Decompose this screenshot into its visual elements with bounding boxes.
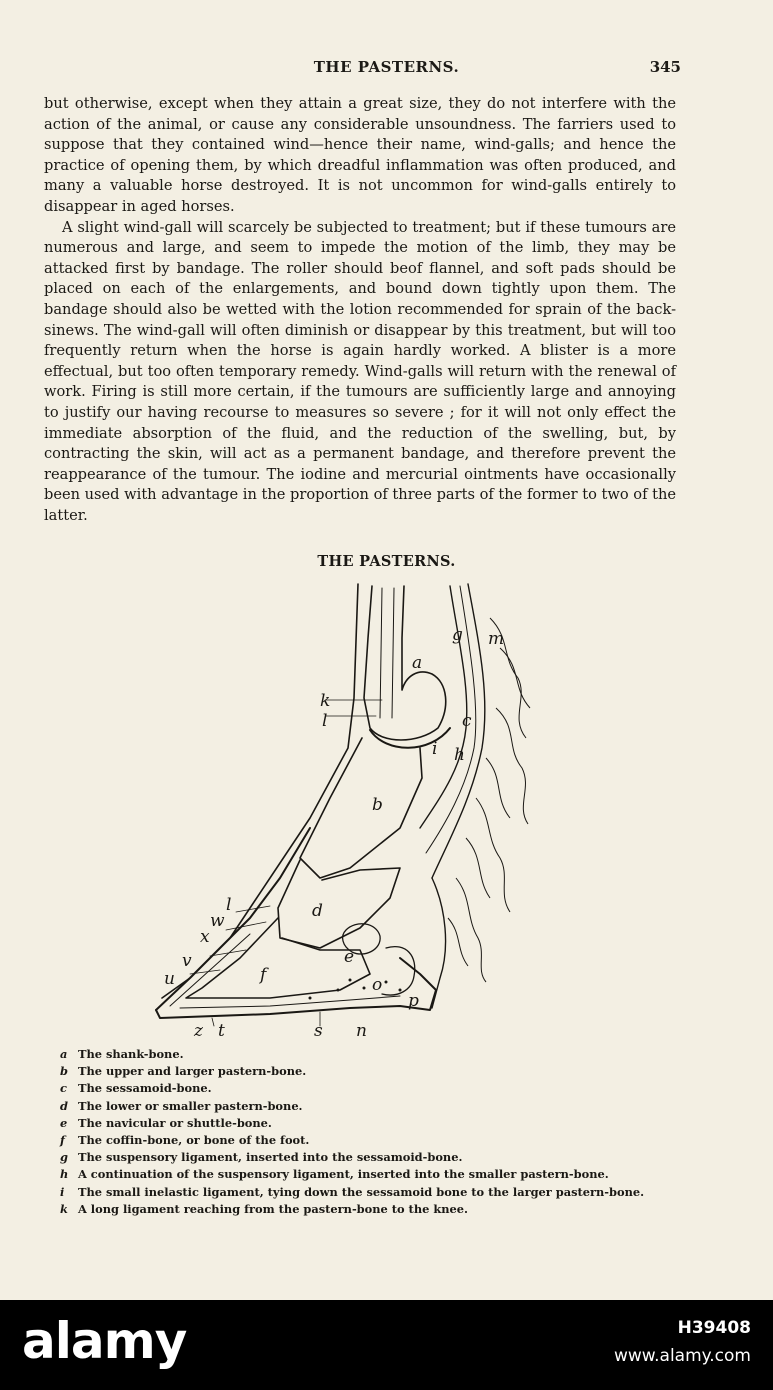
legend-item-a [60,1046,710,1063]
hair-strand [466,838,490,898]
larger-pastern-bone [300,738,422,878]
label-z: z [194,1021,203,1040]
legend-letter: b [60,1064,68,1079]
legend-letter: g [60,1150,68,1165]
legend-text: A long ligament reaching from the pastern-bone to the knee. [78,1201,468,1216]
legend-item-e [60,1115,710,1132]
texture-dot [309,997,312,1000]
texture-dot [349,979,352,982]
brand-logo: alamy [22,1312,187,1370]
paragraph-1: but otherwise, except when they attain a great size, they do not interfere with the action of the animal, or cause any considerable unsoundness. The farriers used to suppose that they contained wind—hence their name, wind-galls; and hence the practice of opening them, by which dreadful inflammation was often produced, and many a valuable horse destroyed. It is not uncommon for wind-galls entirely to disappear in aged horses. [44,95,676,215]
label-t: t [218,1021,225,1040]
label-s: s [314,1021,323,1040]
label-c: c [462,711,472,731]
hair-feathering-group [448,618,530,982]
shank-inner-line [380,588,382,718]
legend-text: The shank-bone. [78,1047,184,1061]
label-f: f [260,965,267,985]
label-x: x [200,927,210,947]
label-h: h [454,745,465,765]
hair-strand [496,708,528,824]
smaller-pastern-bone [278,860,400,948]
paragraph-2: A slight wind-gall will scarcely be subjected to treatment; but if these tumours are numerous and large, and seem to impede the motion of the limb, they may be attacked first by bandage. The roller should beof flannel, and soft pads should be placed on each of the enlargements, and bound down tightly upon them. The bandage should also be wetted with the lotion recommended for sprain of the back-sinews. The wind-gall will often diminish or disappear by this treatment, but will too frequently return when the horse is again hardly worked. A blister is a more effectual, but too often temporary remedy. Wind-galls will return with the renewal of work. Firing is still more certain, if the tumours are sufficiently large and annoying to justify our having recourse to measures so severe ; for it will not only effect the immediate absorption of the fluid, and the reduction of the swelling, but, by contracting the skin, will act as a permanent bandage, and therefore prevent the reappearance of the tumour. The iodine and mercurial ointments have occasionally been used with advantage in the proportion of three parts of the former to two of the latter. [44,218,677,524]
legend-item-b [60,1063,710,1080]
legend-text: The coffin-bone, or bone of the foot. [78,1133,310,1148]
label-g: g [452,625,463,645]
legend-letter: a [60,1047,68,1061]
frog-heel [382,947,415,995]
legend-letter: k [60,1201,68,1216]
label-d: d [312,901,323,921]
page-number: 345 [649,58,681,76]
legend-letter: f [60,1133,65,1148]
hair-strand [476,798,510,912]
hair-strand [486,758,510,818]
label-l-lower: l [226,895,232,915]
legend-letter: i [60,1184,65,1199]
texture-dot [337,989,340,992]
label-o: o [372,975,383,995]
legend-item-i [60,1184,710,1201]
label-k: k [320,691,331,711]
running-title: THE PASTERNS. [313,58,460,76]
pastern-anatomy-illustration [150,578,560,1040]
legend-item-c [60,1080,710,1097]
texture-dot [385,981,388,984]
hair-strand [456,878,486,982]
legend-text: The small inelastic ligament, tying down the sessamoid bone to the larger pastern-bone. [78,1184,645,1199]
label-e: e [344,947,355,967]
texture-dot [399,989,402,992]
hoof-wall-outer [156,828,310,1010]
leader-line-z [212,1018,214,1026]
label-a: a [412,653,423,673]
hoof-sole [156,958,436,1018]
legend-text: A continuation of the suspensory ligament, inserted into the smaller pastern-bone. [78,1167,609,1182]
running-head [0,58,773,80]
legend-text: The suspensory ligament, inserted into the sessamoid-bone. [78,1150,463,1165]
legend-item-f [60,1132,710,1149]
hair-strand [500,648,530,708]
label-v: v [182,951,192,971]
legend-item-k [60,1201,710,1218]
shank-inner-line-2 [392,588,394,718]
legend-text: The lower or smaller pastern-bone. [78,1098,303,1113]
label-b: b [372,795,383,815]
label-n: n [356,1021,367,1040]
legend-letter: d [60,1098,68,1113]
leader-line-w [236,906,270,912]
legend-item-g [60,1149,710,1166]
legend-letter: h [60,1167,69,1182]
legend-item-h [60,1166,710,1183]
figure-legend [60,1046,710,1218]
label-m: m [488,629,505,649]
legend-letter: e [60,1115,68,1130]
legend-text: The navicular or shuttle-bone. [78,1115,272,1130]
label-i: i [432,739,438,759]
figure-heading: THE PASTERNS. [317,553,456,570]
label-p: p [408,991,419,1011]
shank-bone-outline [364,586,446,740]
image-id: H39408 [677,1318,751,1338]
fetlock-arc [370,728,450,748]
legend-text: The sessamoid-bone. [78,1081,212,1096]
pastern-diagram-svg [150,578,560,1040]
site-url: www.alamy.com [613,1346,751,1366]
label-w: w [210,911,225,931]
legend-letter: c [60,1081,67,1096]
body-text [44,94,676,526]
label-l-upper: l [322,711,328,731]
leader-line-u [190,970,220,974]
texture-dot [363,987,366,990]
legend-item-d [60,1098,710,1115]
hair-strand [448,918,468,966]
label-u: u [164,969,175,989]
legend-text: The upper and larger pastern-bone. [78,1064,307,1079]
